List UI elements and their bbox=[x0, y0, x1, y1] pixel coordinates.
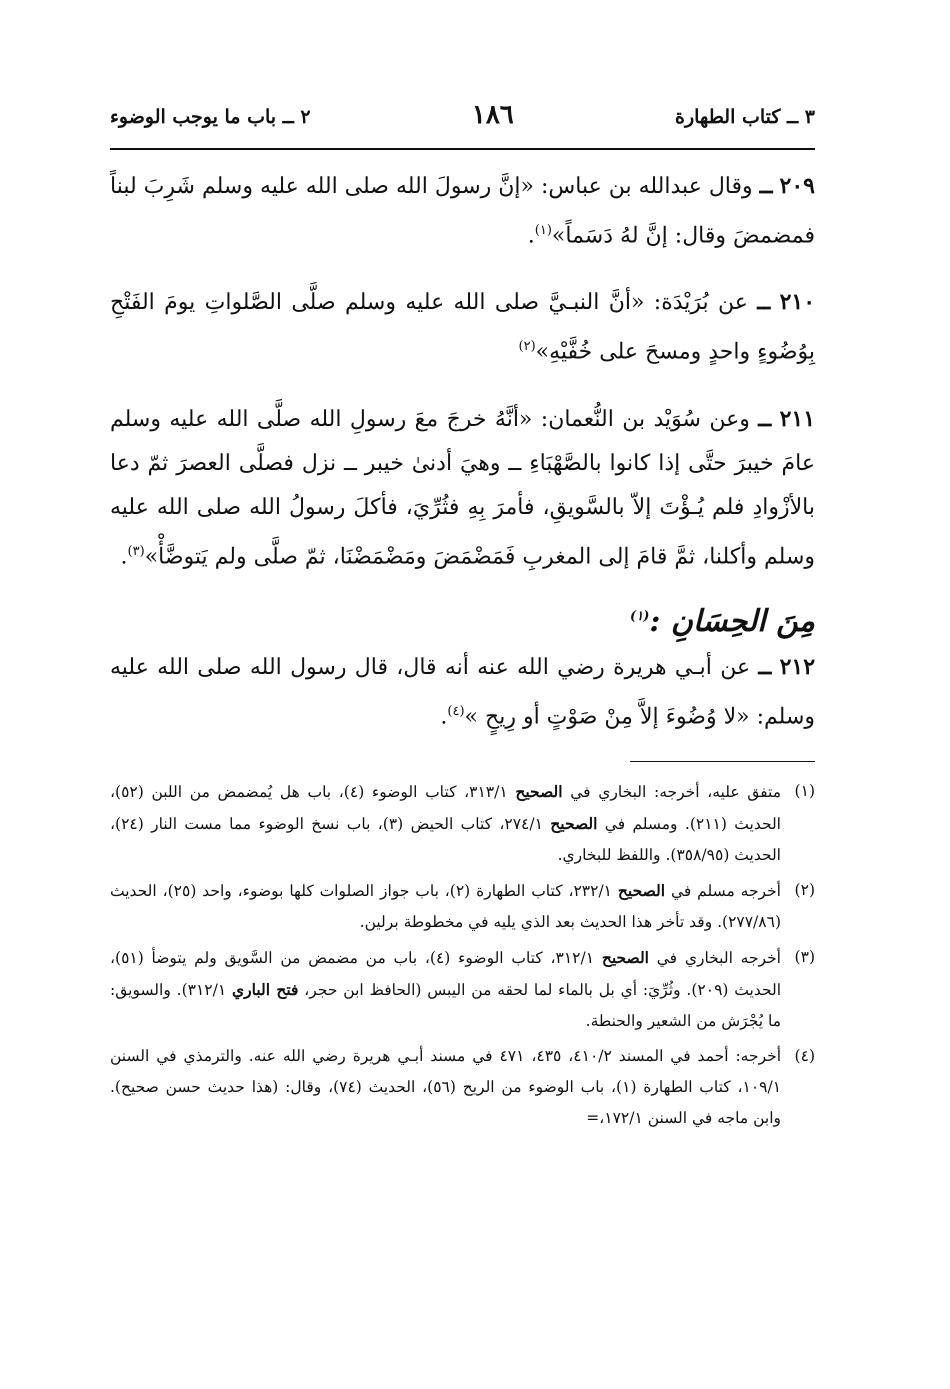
footnote-book-title: الصحيح bbox=[515, 782, 563, 802]
footnote-text bbox=[110, 942, 781, 1037]
footnote-book-title: الصحيح bbox=[550, 814, 598, 834]
footnote-ref: (٣) bbox=[127, 543, 145, 559]
footnote-text-part: ٢٣٢/١، كتاب الطهارة (٢)، باب جواز الصلوات كلها بوضوء، واحد (٢٥)، الحديث (٢٧٧/٨٦). وقد تأخر هذا الحديث بعد الذي يليه في مخطوطة برلين. bbox=[110, 882, 781, 932]
hadith-end: . bbox=[440, 704, 448, 730]
footnote-separator bbox=[630, 761, 815, 762]
footnote-text-part: متفق عليه، أخرجه: البخاري في bbox=[562, 783, 782, 802]
footnote-book-title: الصحيح bbox=[601, 948, 649, 968]
hadith-number: ٢١١ bbox=[779, 405, 816, 432]
footnote-text-part: أخرجه البخاري في bbox=[648, 949, 781, 968]
footnote-book-title: الصحيح bbox=[617, 881, 666, 901]
hadith-211 bbox=[110, 397, 815, 579]
footnote-text-part: ٣١٢/١). والسويق: ما يُجْرَش من الشعير والحنطة. bbox=[110, 981, 781, 1031]
footnote-book-title: فتح الباري bbox=[232, 980, 299, 1000]
footnote-text bbox=[110, 1041, 781, 1134]
hadith-dash: ــ bbox=[758, 653, 772, 680]
hadith-dash: ــ bbox=[758, 405, 772, 432]
hadith-end: . bbox=[527, 223, 535, 249]
footnote-text bbox=[110, 776, 781, 871]
footnotes bbox=[110, 776, 815, 1134]
footnote-1 bbox=[110, 776, 815, 871]
running-header bbox=[110, 100, 815, 142]
hadith-number: ٢٠٩ bbox=[779, 173, 815, 199]
header-chapter: ٣ ــ كتاب الطهارة bbox=[675, 106, 815, 128]
section-heading bbox=[110, 593, 815, 641]
hadith-end: . bbox=[120, 543, 128, 569]
page-number: ١٨٦ bbox=[471, 100, 514, 130]
hadith-212 bbox=[110, 645, 815, 739]
book-page bbox=[110, 100, 815, 1138]
footnote-text-part: أخرجه مسلم في bbox=[665, 882, 781, 901]
section-heading-text: مِنَ الحِسَانِ : bbox=[649, 603, 815, 639]
hadith-number: ٢١٢ bbox=[779, 653, 816, 680]
header-section: ٢ ــ باب ما يوجب الوضوء bbox=[110, 106, 311, 128]
footnote-text-part: ٢٧٤/١، كتاب الحيض (٣)، باب نسخ الوضوء مما مست النار (٢٤)، الحديث (٣٥٨/٩٥). واللفظ للبخاري. bbox=[110, 815, 781, 865]
hadith-dash: ــ bbox=[757, 289, 771, 316]
footnote-ref: (١) bbox=[534, 223, 552, 238]
hadith-text: عن بُرَيْدَة: «أنَّ النبـيَّ صلى الله عليه وسلم صلَّى الصَّلواتِ يومَ الفَتْحِ بِوُضُوءٍ واحدٍ ومسحَ على خُفَّيْهِ» bbox=[110, 290, 815, 365]
section-footnote-ref: (١) bbox=[630, 608, 650, 624]
footnote-number: (٢) bbox=[794, 881, 815, 900]
header-rule bbox=[110, 148, 815, 150]
hadith-210 bbox=[110, 280, 815, 374]
footnote-3 bbox=[110, 942, 815, 1037]
footnote-number: (٤) bbox=[794, 1047, 815, 1066]
footnote-number: (١) bbox=[794, 782, 815, 801]
footnote-4 bbox=[110, 1041, 815, 1134]
footnote-text-part: ٣١٣/١، كتاب الوضوء (٤)، باب هل يُمضمض من اللبن (٥٢)، الحديث (٢١١). ومسلم في bbox=[110, 783, 781, 834]
footnote-2 bbox=[110, 875, 815, 938]
hadith-text: عن أبـي هريرة رضي الله عنه أنه قال، قال رسول الله صلى الله عليه وسلم: «لا وُضُوءَ إلاَّ مِنْ صَوْتٍ أو رِيحٍ » bbox=[110, 654, 815, 730]
footnote-text-part: أخرجه: أحمد في المسند ٤١٠/٢، ٤٣٥، ٤٧١ في مسند أبـي هريرة رضي الله عنه. والترمذي في السنن ١٠٩/١، كتاب الطهارة (١)، باب الوضوء من الريح (٥٦)، الحديث (٧٤)، وقال: (هذا حديث حسن صحيح). وابن ماجه في السنن ١٧٢/١،= bbox=[110, 1047, 782, 1128]
footnote-ref: (٢) bbox=[518, 339, 536, 355]
footnote-ref: (٤) bbox=[447, 703, 465, 719]
hadith-209 bbox=[110, 164, 815, 258]
footnote-text-part: ٣١٢/١، كتاب الوضوء (٤)، باب من مضمض من السَّويق ولم يتوضأ (٥١)، الحديث (٢٠٩). وثُرِّيَ: أي بل بالماء لما لحقه من اليبس (الحافظ ابن حجر، bbox=[110, 949, 781, 1000]
hadith-text: وقال عبدالله بن عباس: «إنَّ رسولَ الله صلى الله عليه وسلم شَرِبَ لبناً فمضمضَ وقال: إنَّ لهُ دَسَماً» bbox=[110, 174, 815, 249]
hadith-text: وعن سُوَيْد بن النُّعمان: «أنَّهُ خرجَ معَ رسولِ الله صلَّى الله عليه وسلم عامَ خيبرَ حتَّى إذا كانوا بالصَّهْبَاءِ ــ وهيَ أدنىٰ خيبر ــ نزل فصلَّى العصرَ ثمّ دعا بالأزْوادِ فلم يُـؤْتَ إلاّ بالسَّويقِ، فأمرَ بِهِ فثُرِّيَ، فأكلَ رسولُ الله صلى الله عليه وسلم وأكلنا، ثمَّ قامَ إلى المغربِ فَمَضْمَضَ ومَضْمَضْنَا، ثمّ صلَّى ولم يَتوضَّأْ» bbox=[110, 406, 815, 569]
footnote-number: (٣) bbox=[794, 948, 815, 967]
footnote-text bbox=[110, 875, 781, 938]
hadith-dash: ــ bbox=[759, 173, 773, 199]
hadith-number: ٢١٠ bbox=[779, 289, 816, 316]
